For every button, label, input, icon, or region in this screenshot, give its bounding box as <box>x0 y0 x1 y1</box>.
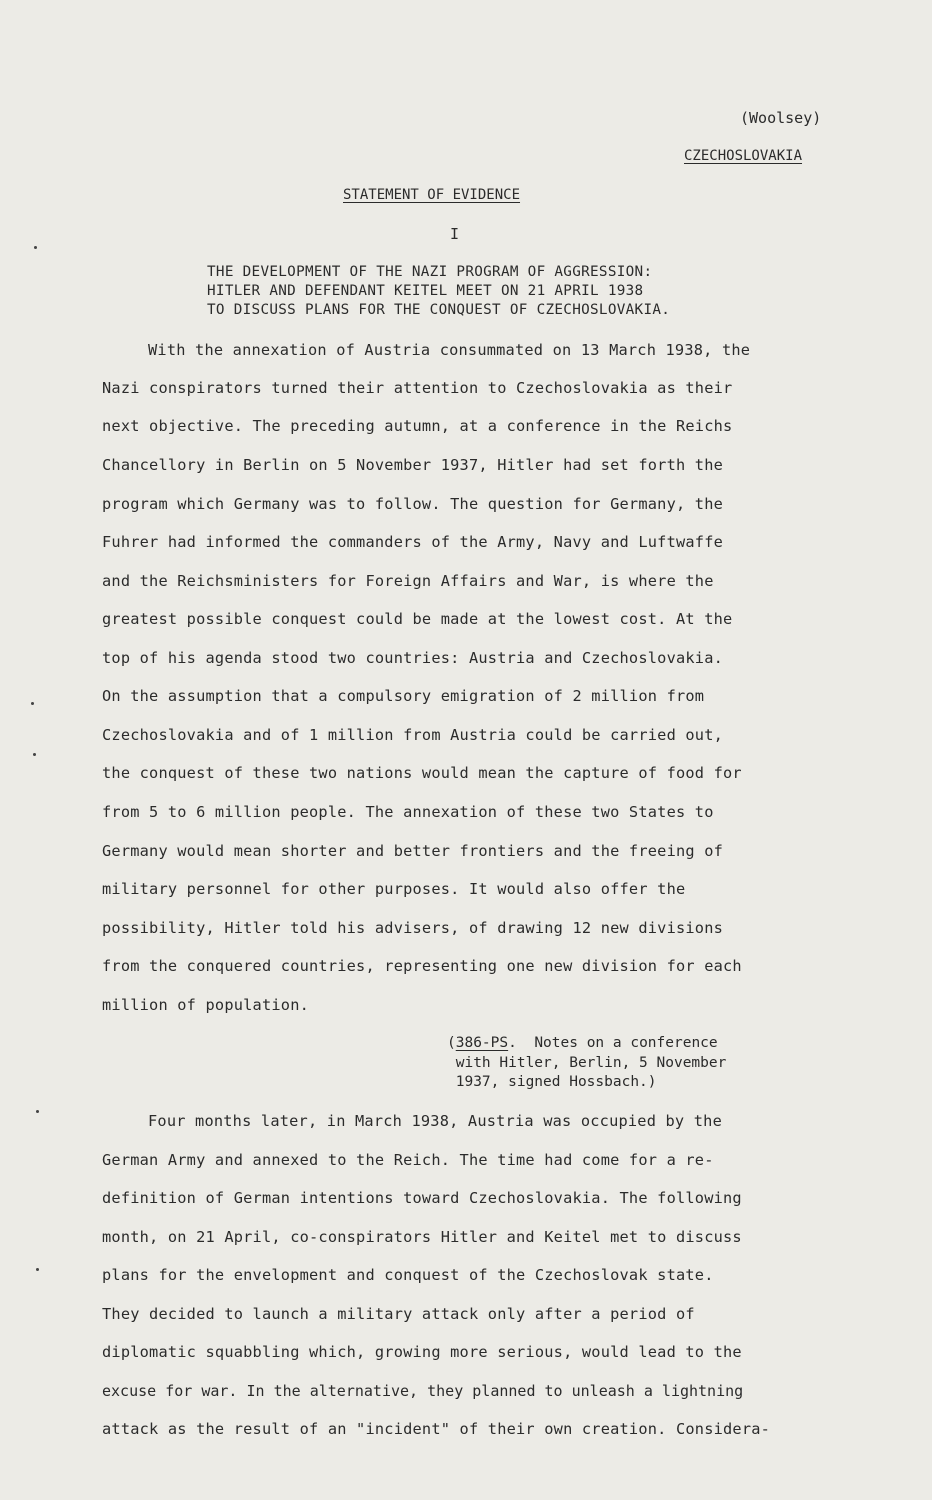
scan-speck <box>36 1110 39 1113</box>
body-line: Germany would mean shorter and better frontiers and the freeing of <box>102 842 724 860</box>
scan-speck <box>31 702 34 705</box>
body-line: Fuhrer had informed the commanders of the Army, Navy and Luftwaffe <box>102 533 724 551</box>
body-line: the conquest of these two nations would mean the capture of food for <box>102 764 742 782</box>
body-line: Czechoslovakia and of 1 million from Austria could be carried out, <box>102 726 724 744</box>
section-heading-line: TO DISCUSS PLANS FOR THE CONQUEST OF CZECHOSLOVAKIA. <box>207 302 671 318</box>
body-line: plans for the envelopment and conquest of the Czechoslovak state. <box>102 1266 714 1284</box>
citation-line: with Hitler, Berlin, 5 November <box>447 1055 727 1071</box>
document-title: STATEMENT OF EVIDENCE <box>343 187 521 203</box>
country-heading: CZECHOSLOVAKIA <box>684 148 803 164</box>
body-line: They decided to launch a military attack only after a period of <box>102 1305 695 1323</box>
body-line: Four months later, in March 1938, Austria was occupied by the <box>148 1112 722 1130</box>
body-line: program which Germany was to follow. The question for Germany, the <box>102 495 724 513</box>
body-line: With the annexation of Austria consummated on 13 March 1938, the <box>148 341 751 359</box>
body-line: military personnel for other purposes. It would also offer the <box>102 880 686 898</box>
citation-ref: 386-PS <box>455 1035 509 1051</box>
body-line: attack as the result of an "incident" of their own creation. Considera- <box>102 1420 771 1438</box>
scan-speck <box>36 1268 39 1271</box>
body-line: from 5 to 6 million people. The annexation of these two States to <box>102 803 714 821</box>
author-note: (Woolsey) <box>740 109 822 127</box>
body-line: excuse for war. In the alternative, they planned to unleash a lightning <box>102 1382 744 1400</box>
body-line: million of population. <box>102 996 310 1014</box>
body-line: Nazi conspirators turned their attention to Czechoslovakia as their <box>102 379 733 397</box>
body-line: definition of German intentions toward Czechoslovakia. The following <box>102 1189 742 1207</box>
body-line: from the conquered countries, representing one new division for each <box>102 957 742 975</box>
section-number: I <box>450 225 460 243</box>
scan-speck <box>34 246 37 249</box>
body-line: possibility, Hitler told his advisers, of drawing 12 new divisions <box>102 919 724 937</box>
section-heading-line: HITLER AND DEFENDANT KEITEL MEET ON 21 APRIL 1938 <box>207 283 644 299</box>
citation-line: (386-PS. Notes on a conference <box>447 1035 718 1051</box>
body-line: German Army and annexed to the Reich. The time had come for a re- <box>102 1151 714 1169</box>
citation-line: 1937, signed Hossbach.) <box>447 1074 657 1090</box>
body-line: next objective. The preceding autumn, at a conference in the Reichs <box>102 417 733 435</box>
section-heading-line: THE DEVELOPMENT OF THE NAZI PROGRAM OF AGGRESSION: <box>207 264 653 280</box>
body-line: month, on 21 April, co-conspirators Hitler and Keitel met to discuss <box>102 1228 742 1246</box>
body-line: On the assumption that a compulsory emigration of 2 million from <box>102 687 705 705</box>
body-line: and the Reichsministers for Foreign Affairs and War, is where the <box>102 572 714 590</box>
body-line: greatest possible conquest could be made at the lowest cost. At the <box>102 610 733 628</box>
body-line: top of his agenda stood two countries: Austria and Czechoslovakia. <box>102 649 724 667</box>
body-line: Chancellory in Berlin on 5 November 1937, Hitler had set forth the <box>102 456 724 474</box>
scan-speck <box>33 753 36 756</box>
body-line: diplomatic squabbling which, growing more serious, would lead to the <box>102 1343 742 1361</box>
